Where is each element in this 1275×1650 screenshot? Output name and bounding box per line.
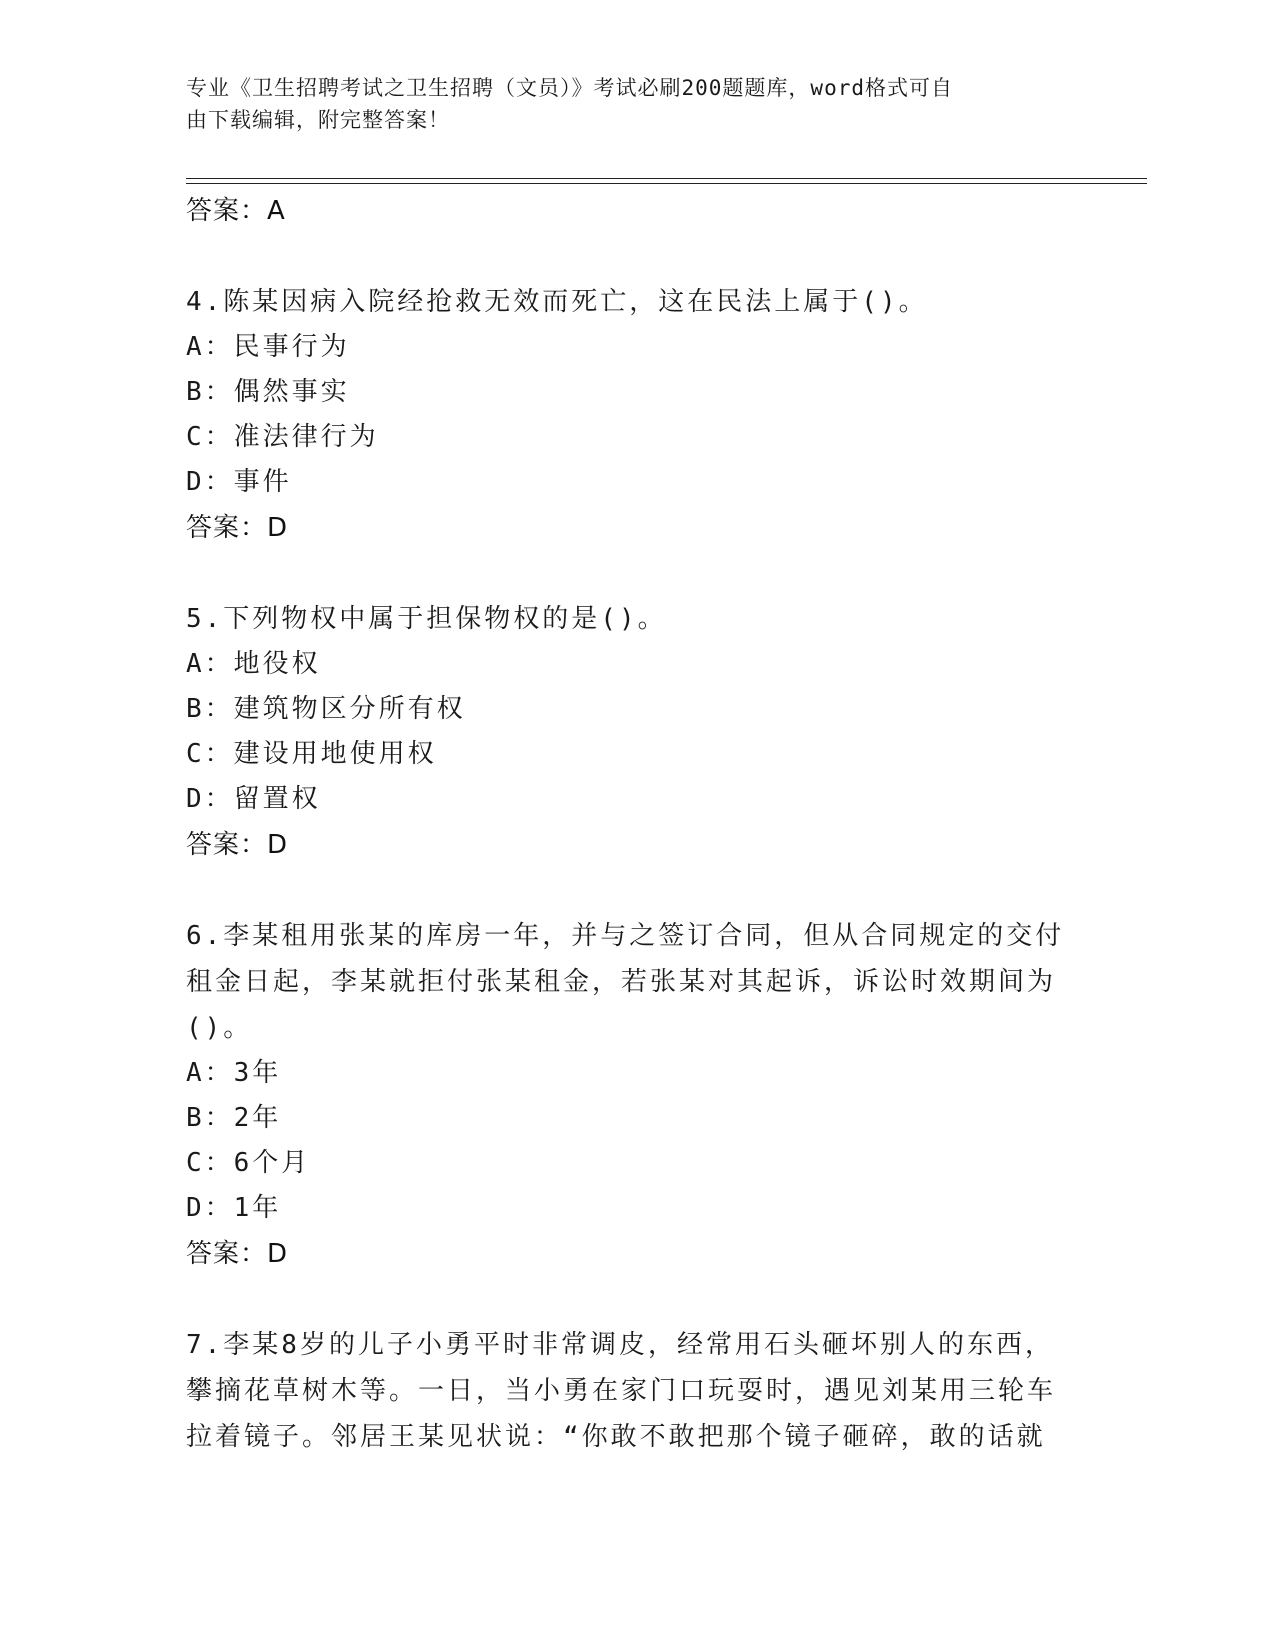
question-stem-line-2: 攀摘花草树木等。一日，当小勇在家门口玩耍时，遇见刘某用三轮车 — [186, 1376, 1057, 1406]
option-a: A：民事行为 — [186, 332, 350, 362]
header-line-1: 专业《卫生招聘考试之卫生招聘（文员）》考试必刷200题题库，word格式可自 — [186, 76, 953, 100]
option-c: C：建设用地使用权 — [186, 739, 437, 769]
question-stem-line-2: 租金日起，李某就拒付张某租金，若张某对其起诉，诉讼时效期间为 — [186, 967, 1057, 997]
question-stem-line-1: 6.李某租用张某的库房一年，并与之签订合同，但从合同规定的交付 — [186, 921, 1065, 951]
question-item-5 — [186, 596, 1086, 868]
answer-line: 答案：D — [186, 830, 289, 860]
question-item-6 — [186, 913, 1086, 1277]
question-stem-line-1: 7.李某8岁的儿子小勇平时非常调皮，经常用石头砸坏别人的东西， — [186, 1330, 1054, 1360]
option-b: B：2年 — [186, 1103, 282, 1133]
option-b: B：建筑物区分所有权 — [186, 694, 466, 724]
option-d: D：1年 — [186, 1193, 282, 1223]
option-a: A：地役权 — [186, 649, 321, 679]
document-header — [186, 72, 1066, 136]
option-d: D：留置权 — [186, 784, 321, 814]
question-list — [186, 188, 1086, 1460]
question-stem-line-3: ()。 — [186, 1013, 253, 1043]
header-divider — [186, 178, 1147, 184]
option-c: C：6个月 — [186, 1148, 311, 1178]
answer-line: 答案：D — [186, 513, 289, 543]
question-stem: 5.下列物权中属于担保物权的是()。 — [186, 604, 667, 634]
answer-line: 答案：D — [186, 1239, 289, 1269]
question-item-4 — [186, 279, 1086, 551]
option-c: C：准法律行为 — [186, 422, 379, 452]
answer-line: 答案：A — [186, 196, 286, 226]
header-line-2: 由下载编辑，附完整答案！ — [186, 108, 450, 132]
option-b: B：偶然事实 — [186, 377, 350, 407]
question-stem-line-3: 拉着镜子。邻居王某见状说：“你敢不敢把那个镜子砸碎，敢的话就 — [186, 1422, 1046, 1452]
option-d: D：事件 — [186, 467, 292, 497]
option-a: A：3年 — [186, 1058, 282, 1088]
question-item-7 — [186, 1322, 1086, 1460]
question-stem: 4.陈某因病入院经抢救无效而死亡，这在民法上属于()。 — [186, 287, 928, 317]
